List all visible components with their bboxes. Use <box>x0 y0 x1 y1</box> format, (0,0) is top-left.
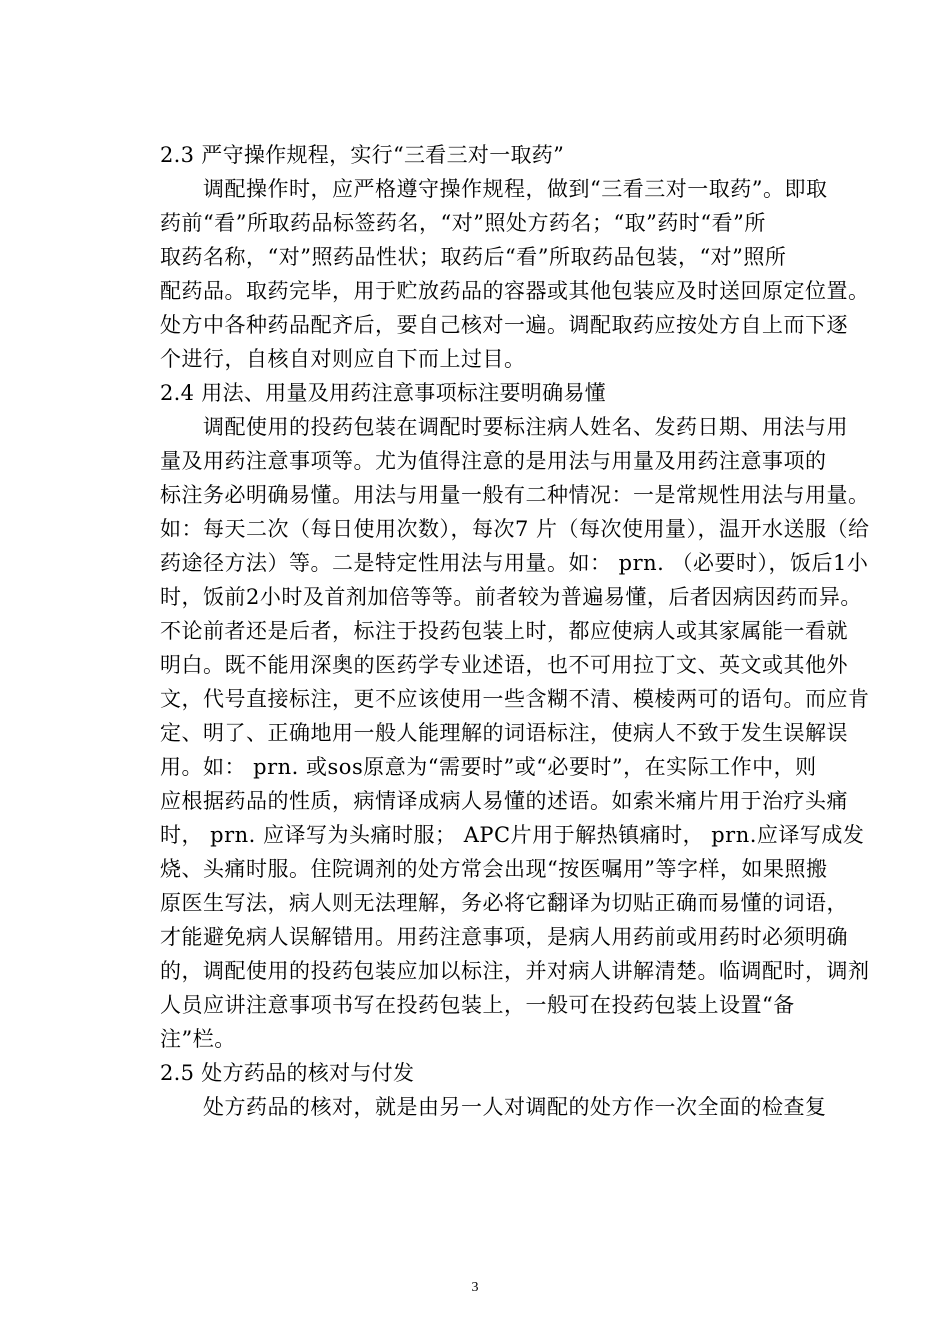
paragraph-line: 才能避免病人误解错用。用药注意事项，是病人用药前或用药时必须明确 <box>160 925 848 949</box>
paragraph-line: 量及用药注意事项等。尤为值得注意的是用法与用量及用药注意事项的 <box>160 449 827 473</box>
paragraph-line: 时， prn. 应译写为头痛时服； APC片用于解热镇痛时， prn.应译写成发 <box>160 823 865 847</box>
section-heading-2-5: 2.5 处方药品的核对与付发 <box>160 1061 415 1085</box>
paragraph-line: 调配使用的投药包装在调配时要标注病人姓名、发药日期、用法与用 <box>203 415 848 439</box>
paragraph-line: 应根据药品的性质，病情译成病人易懂的述语。如索米痛片用于治疗头痛 <box>160 789 848 813</box>
section-heading-2-3: 2.3 严守操作规程，实行“三看三对一取药” <box>160 143 565 167</box>
paragraph-line: 不论前者还是后者，标注于投药包装上时，都应使病人或其家属能一看就 <box>160 619 848 643</box>
paragraph-line: 如：每天二次（每日使用次数），每次7 片（每次使用量），温开水送服（给 <box>160 517 870 541</box>
paragraph-line: 原医生写法，病人则无法理解，务必将它翻译为切贴正确而易懂的词语， <box>160 891 848 915</box>
paragraph-line: 药前“看”所取药品标签药名，“对”照处方药名；“取”药时“看”所 <box>160 211 766 235</box>
paragraph-line: 注”栏。 <box>160 1027 236 1051</box>
paragraph-line: 文，代号直接标注，更不应该使用一些含糊不清、模棱两可的语句。而应肯 <box>160 687 870 711</box>
paragraph-line: 时，饭前2小时及首剂加倍等等。前者较为普遍易懂，后者因病因药而异。 <box>160 585 862 609</box>
paragraph-line: 配药品。取药完毕，用于贮放药品的容器或其他包装应及时送回原定位置。 <box>160 279 870 303</box>
paragraph-line: 的，调配使用的投药包装应加以标注，并对病人讲解清楚。临调配时，调剂 <box>160 959 870 983</box>
paragraph-line: 处方药品的核对，就是由另一人对调配的处方作一次全面的检查复 <box>203 1095 827 1119</box>
paragraph-line: 烧、头痛时服。住院调剂的处方常会出现“按医嘱用”等字样，如果照搬 <box>160 857 828 881</box>
paragraph-line: 药途径方法）等。二是特定性用法与用量。如： prn. （必要时），饭后1小 <box>160 551 869 575</box>
paragraph-line: 人员应讲注意事项书写在投药包装上，一般可在投药包装上设置“备 <box>160 993 795 1017</box>
paragraph-line: 个进行，自核自对则应自下而上过目。 <box>160 347 526 371</box>
paragraph-line: 用。如： prn. 或sos原意为“需要时”或“必要时”，在实际工作中，则 <box>160 755 817 779</box>
paragraph-line: 标注务必明确易懂。用法与用量一般有二种情况：一是常规性用法与用量。 <box>160 483 870 507</box>
page-number: 3 <box>471 1280 479 1295</box>
paragraph-line: 处方中各种药品配齐后，要自己核对一遍。调配取药应按处方自上而下逐 <box>160 313 848 337</box>
section-heading-2-4: 2.4 用法、用量及用药注意事项标注要明确易懂 <box>160 381 606 405</box>
paragraph-line: 调配操作时，应严格遵守操作规程，做到“三看三对一取药”。即取 <box>203 177 828 201</box>
paragraph-line: 定、明了、正确地用一般人能理解的词语标注，使病人不致于发生误解误 <box>160 721 848 745</box>
paragraph-line: 取药名称，“对”照药品性状；取药后“看”所取药品包装，“对”照所 <box>160 245 787 269</box>
paragraph-line: 明白。既不能用深奥的医药学专业述语，也不可用拉丁文、英文或其他外 <box>160 653 848 677</box>
